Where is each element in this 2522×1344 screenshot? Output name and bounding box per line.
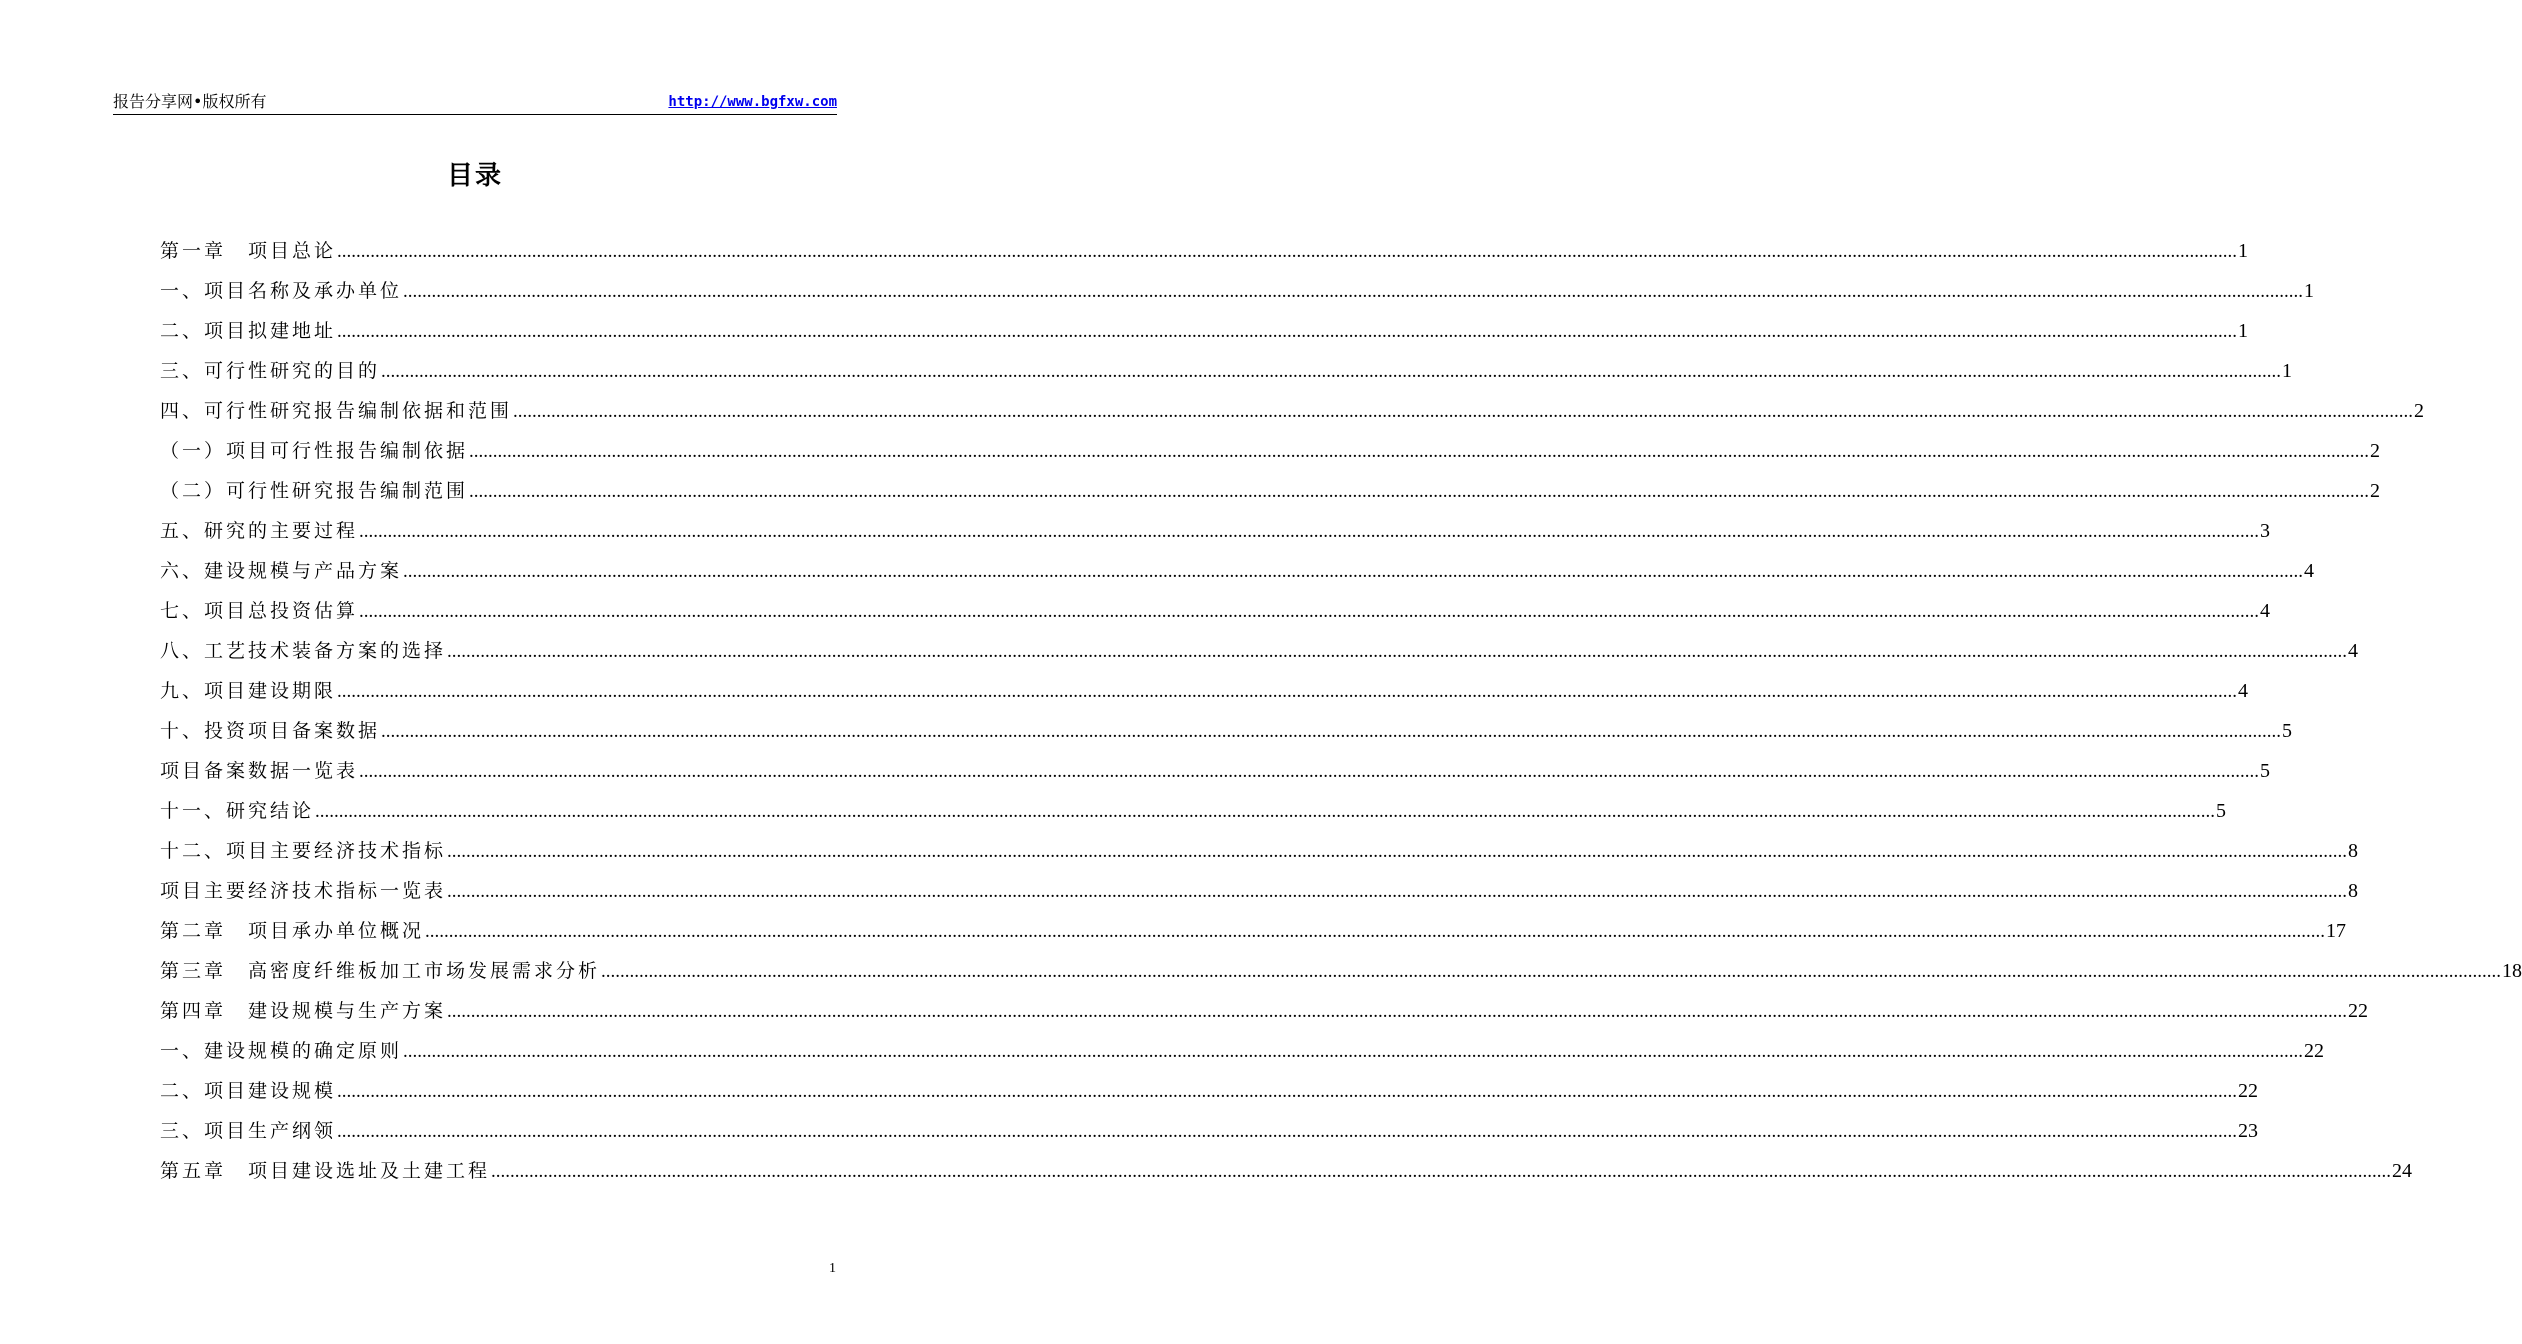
toc-entry-label: 二、项目拟建地址 (160, 320, 337, 342)
toc-dot-leader: ................................................................................................................................................................................................................................................................................................................................................................................................................ (381, 361, 2282, 382)
toc-entry[interactable] (160, 711, 2293, 751)
toc-entry-label: 第四章 建设规模与生产方案 (160, 1000, 447, 1022)
header-copyright-text: 报告分享网•版权所有 (113, 92, 267, 111)
toc-entry[interactable] (160, 631, 2359, 671)
toc-dot-leader: ................................................................................................................................................................................................................................................................................................................................................................................................................ (359, 521, 2260, 542)
page-header (113, 92, 837, 115)
toc-entry-page: 5 (2282, 720, 2293, 742)
toc-dot-leader: ................................................................................................................................................................................................................................................................................................................................................................................................................ (403, 281, 2304, 302)
toc-dot-leader: ................................................................................................................................................................................................................................................................................................................................................................................................................ (359, 601, 2260, 622)
toc-dot-leader: ................................................................................................................................................................................................................................................................................................................................................................................................................ (403, 1041, 2304, 1062)
toc-entry[interactable] (160, 271, 2315, 311)
toc-dot-leader: ................................................................................................................................................................................................................................................................................................................................................................................................................ (425, 921, 2326, 942)
toc-entry-label: 七、项目总投资估算 (160, 600, 359, 622)
toc-entry-page: 1 (2304, 280, 2315, 302)
toc-entry-label: 三、可行性研究的目的 (160, 360, 381, 382)
toc-entry-page: 1 (2238, 320, 2249, 342)
toc-entry-label: 第一章 项目总论 (160, 240, 337, 262)
toc-entry-label: 一、项目名称及承办单位 (160, 280, 403, 302)
toc-entry-page: 5 (2216, 800, 2227, 822)
toc-entry[interactable] (160, 231, 2249, 271)
toc-entry-label: 一、建设规模的确定原则 (160, 1040, 403, 1062)
toc-entry-page: 3 (2260, 520, 2271, 542)
toc-entry-label: 二、项目建设规模 (160, 1080, 337, 1102)
toc-dot-leader: ................................................................................................................................................................................................................................................................................................................................................................................................................ (381, 721, 2282, 742)
toc-dot-leader: ................................................................................................................................................................................................................................................................................................................................................................................................................ (469, 441, 2370, 462)
toc-entry-label: （一）项目可行性报告编制依据 (160, 440, 469, 462)
toc-dot-leader: ................................................................................................................................................................................................................................................................................................................................................................................................................ (337, 321, 2238, 342)
toc-entry-label: 六、建设规模与产品方案 (160, 560, 403, 582)
toc-entry-page: 4 (2260, 600, 2271, 622)
toc-dot-leader: ................................................................................................................................................................................................................................................................................................................................................................................................................ (513, 401, 2414, 422)
toc-dot-leader: ................................................................................................................................................................................................................................................................................................................................................................................................................ (337, 1121, 2238, 1142)
toc-dot-leader: ................................................................................................................................................................................................................................................................................................................................................................................................................ (447, 1001, 2348, 1022)
toc-dot-leader: ................................................................................................................................................................................................................................................................................................................................................................................................................ (337, 241, 2238, 262)
toc-entry-page: 1 (2238, 240, 2249, 262)
toc-entry[interactable] (160, 791, 2227, 831)
toc-entry-page: 22 (2304, 1040, 2325, 1062)
toc-entry-page: 2 (2370, 440, 2381, 462)
toc-entry-page: 4 (2348, 640, 2359, 662)
toc-dot-leader: ................................................................................................................................................................................................................................................................................................................................................................................................................ (403, 561, 2304, 582)
toc-entry-label: 四、可行性研究报告编制依据和范围 (160, 400, 513, 422)
toc-entry[interactable] (160, 831, 2359, 871)
toc-entry[interactable] (160, 1111, 2259, 1151)
toc-dot-leader: ................................................................................................................................................................................................................................................................................................................................................................................................................ (447, 881, 2348, 902)
toc-entry-page: 1 (2282, 360, 2293, 382)
toc-dot-leader: ................................................................................................................................................................................................................................................................................................................................................................................................................ (359, 761, 2260, 782)
toc-entry[interactable] (160, 1151, 2413, 1191)
toc-entry-label: 八、工艺技术装备方案的选择 (160, 640, 447, 662)
toc-entry[interactable] (160, 351, 2293, 391)
toc-dot-leader: ................................................................................................................................................................................................................................................................................................................................................................................................................ (447, 641, 2348, 662)
toc-entry-label: 十一、研究结论 (160, 800, 315, 822)
toc-entry-label: 第五章 项目建设选址及土建工程 (160, 1160, 491, 1182)
toc-dot-leader: ................................................................................................................................................................................................................................................................................................................................................................................................................ (447, 841, 2348, 862)
toc-entry-label: 十、投资项目备案数据 (160, 720, 381, 742)
toc-entry-page: 2 (2414, 400, 2425, 422)
toc-entry-page: 8 (2348, 880, 2359, 902)
toc-dot-leader: ................................................................................................................................................................................................................................................................................................................................................................................................................ (337, 681, 2238, 702)
toc-dot-leader: ................................................................................................................................................................................................................................................................................................................................................................................................................ (315, 801, 2216, 822)
toc-entry[interactable] (160, 591, 2271, 631)
toc-entry-page: 22 (2348, 1000, 2369, 1022)
toc-entry[interactable] (160, 871, 2359, 911)
page-number: 1 (829, 1261, 836, 1276)
toc-entry[interactable] (160, 671, 2249, 711)
toc-entry[interactable] (160, 751, 2271, 791)
toc-entry[interactable] (160, 991, 2369, 1031)
toc-entry-label: 十二、项目主要经济技术指标 (160, 840, 447, 862)
toc-entry-label: （二）可行性研究报告编制范围 (160, 480, 469, 502)
toc-dot-leader: ................................................................................................................................................................................................................................................................................................................................................................................................................ (469, 481, 2370, 502)
toc-entry[interactable] (160, 511, 2271, 551)
toc-dot-leader: ................................................................................................................................................................................................................................................................................................................................................................................................................ (491, 1161, 2392, 1182)
header-website-link[interactable]: http://www.bgfxw.com (668, 94, 837, 110)
toc-entry-page: 4 (2304, 560, 2315, 582)
toc-entry-page: 22 (2238, 1080, 2259, 1102)
toc-entry-label: 项目主要经济技术指标一览表 (160, 880, 447, 902)
table-of-contents (160, 231, 2522, 1191)
toc-entry[interactable] (160, 911, 2347, 951)
toc-entry[interactable] (160, 1071, 2259, 1111)
toc-entry-page: 17 (2326, 920, 2347, 942)
toc-entry-page: 18 (2502, 960, 2522, 982)
toc-entry[interactable] (160, 951, 2522, 991)
toc-entry-page: 24 (2392, 1160, 2413, 1182)
toc-entry-label: 九、项目建设期限 (160, 680, 337, 702)
toc-entry-label: 五、研究的主要过程 (160, 520, 359, 542)
toc-entry[interactable] (160, 1031, 2325, 1071)
toc-entry-label: 项目备案数据一览表 (160, 760, 359, 782)
toc-entry-page: 2 (2370, 480, 2381, 502)
toc-entry[interactable] (160, 471, 2381, 511)
toc-entry[interactable] (160, 431, 2381, 471)
toc-entry-page: 8 (2348, 840, 2359, 862)
toc-dot-leader: ................................................................................................................................................................................................................................................................................................................................................................................................................ (601, 961, 2502, 982)
toc-entry-page: 23 (2238, 1120, 2259, 1142)
toc-entry[interactable] (160, 311, 2249, 351)
toc-entry[interactable] (160, 391, 2425, 431)
toc-entry[interactable] (160, 551, 2315, 591)
toc-entry-label: 三、项目生产纲领 (160, 1120, 337, 1142)
toc-title: 目录 (446, 161, 503, 191)
toc-entry-label: 第三章 高密度纤维板加工市场发展需求分析 (160, 960, 601, 982)
toc-entry-label: 第二章 项目承办单位概况 (160, 920, 425, 942)
toc-dot-leader: ................................................................................................................................................................................................................................................................................................................................................................................................................ (337, 1081, 2238, 1102)
toc-entry-page: 4 (2238, 680, 2249, 702)
toc-entry-page: 5 (2260, 760, 2271, 782)
